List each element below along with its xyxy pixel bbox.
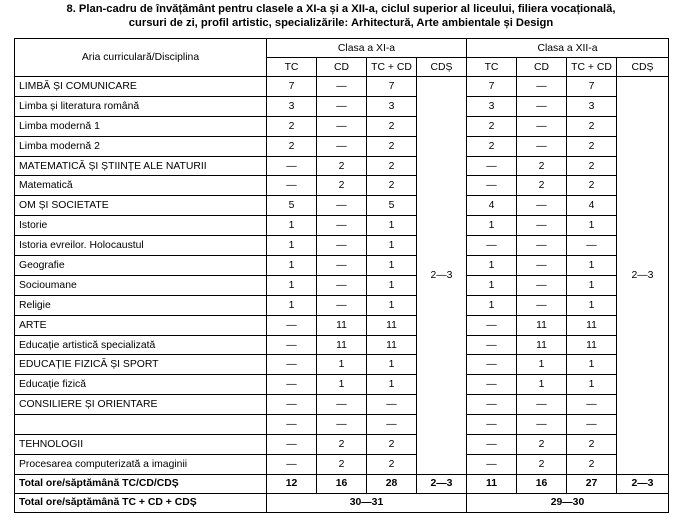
cell-cd-12: —: [517, 136, 567, 156]
table-row: [15, 256, 669, 276]
cell-cd-12: 2: [517, 435, 567, 455]
cell-tc-11: —: [267, 315, 317, 335]
cell-cd-11: —: [317, 136, 367, 156]
cell-cd-12: —: [517, 295, 567, 315]
cell-tccd-12: 1: [567, 375, 617, 395]
cell-cd-11: —: [317, 275, 367, 295]
cell-tccd-11: 2: [367, 435, 417, 455]
cell-tc-12: —: [467, 355, 517, 375]
discipline-name: [15, 415, 267, 435]
total-label: Total ore/săptămână TC/CD/CDȘ: [15, 474, 267, 493]
cell-tccd-11: 1: [367, 295, 417, 315]
cell-cd-11: 1: [317, 375, 367, 395]
cell-cd-12: —: [517, 236, 567, 256]
cell-tc-12: 2: [467, 136, 517, 156]
table-row: [15, 136, 669, 156]
cell-tccd-11: 1: [367, 216, 417, 236]
header-class-11: Clasa a XI-a: [267, 39, 467, 58]
table-row: [15, 196, 669, 216]
cell-cd-12: 11: [517, 315, 567, 335]
header-tccd-11: TC + CD: [367, 58, 417, 77]
cell-tccd-12: 1: [567, 275, 617, 295]
cell-tccd-11: 1: [367, 236, 417, 256]
table-row: [15, 156, 669, 176]
cell-tc-11: —: [267, 454, 317, 474]
discipline-name: TEHNOLOGII: [15, 435, 267, 455]
cell-cd-12: —: [517, 395, 567, 415]
cell-tc-12: 2: [467, 116, 517, 136]
total-tccd-11: 28: [367, 474, 417, 493]
cell-tc-11: —: [267, 395, 317, 415]
header-tc-12: TC: [467, 58, 517, 77]
cell-tccd-11: 1: [367, 355, 417, 375]
cell-cd-11: 11: [317, 315, 367, 335]
cell-tccd-11: 1: [367, 275, 417, 295]
cell-tccd-12: 1: [567, 216, 617, 236]
table-row: [15, 415, 669, 435]
cell-tccd-11: 11: [367, 315, 417, 335]
total-tccd-12: 27: [567, 474, 617, 493]
cell-cd-12: —: [517, 96, 567, 116]
cell-cd-11: —: [317, 236, 367, 256]
discipline-name: Religie: [15, 295, 267, 315]
cell-tccd-12: 2: [567, 156, 617, 176]
discipline-name: Limba modernă 2: [15, 136, 267, 156]
discipline-name: CONSILIERE ȘI ORIENTARE: [15, 395, 267, 415]
header-class-12: Clasa a XII-a: [467, 39, 669, 58]
cell-tc-12: 1: [467, 256, 517, 276]
cell-tccd-12: 4: [567, 196, 617, 216]
discipline-name: EDUCAȚIE FIZICĂ ȘI SPORT: [15, 355, 267, 375]
cell-tccd-12: 1: [567, 256, 617, 276]
cell-tccd-11: 1: [367, 375, 417, 395]
total-tc-11: 12: [267, 474, 317, 493]
header-tc-11: TC: [267, 58, 317, 77]
cell-tccd-12: 2: [567, 116, 617, 136]
cell-tc-11: 7: [267, 77, 317, 97]
cell-tc-11: 5: [267, 196, 317, 216]
cds-range-11: 2—3: [417, 77, 467, 475]
cell-tccd-11: 3: [367, 96, 417, 116]
header-cd-11: CD: [317, 58, 367, 77]
cell-tc-12: —: [467, 315, 517, 335]
cell-tc-12: 4: [467, 196, 517, 216]
cell-tccd-12: —: [567, 395, 617, 415]
cell-cd-11: —: [317, 395, 367, 415]
cell-tc-11: 1: [267, 275, 317, 295]
discipline-name: Socioumane: [15, 275, 267, 295]
total-cd-12: 16: [517, 474, 567, 493]
cell-tc-11: 1: [267, 295, 317, 315]
cell-cd-12: 2: [517, 176, 567, 196]
grand-total-12: 29—30: [467, 493, 669, 512]
cell-tccd-11: 2: [367, 454, 417, 474]
cell-tc-12: —: [467, 236, 517, 256]
cell-cd-12: —: [517, 415, 567, 435]
cell-tc-11: —: [267, 176, 317, 196]
discipline-name: Istoria evreilor. Holocaustul: [15, 236, 267, 256]
table-row: [15, 435, 669, 455]
discipline-name: MATEMATICĂ ȘI ȘTIINȚE ALE NATURII: [15, 156, 267, 176]
cell-cd-11: 11: [317, 335, 367, 355]
cell-tc-11: 2: [267, 136, 317, 156]
table-row: [15, 295, 669, 315]
cell-tc-12: —: [467, 335, 517, 355]
cell-tc-12: 7: [467, 77, 517, 97]
cell-cd-11: —: [317, 256, 367, 276]
table-row: [15, 275, 669, 295]
table-row: [15, 216, 669, 236]
cell-tc-12: —: [467, 395, 517, 415]
cell-cd-12: 1: [517, 375, 567, 395]
cell-tccd-12: 7: [567, 77, 617, 97]
cell-tccd-12: 3: [567, 96, 617, 116]
table-row: [15, 335, 669, 355]
total-cds-12: 2—3: [617, 474, 669, 493]
discipline-name: LIMBĂ ȘI COMUNICARE: [15, 77, 267, 97]
cell-tccd-11: 2: [367, 136, 417, 156]
cell-cd-11: —: [317, 196, 367, 216]
table-row: [15, 315, 669, 335]
cell-tccd-12: —: [567, 236, 617, 256]
cell-tc-11: —: [267, 355, 317, 375]
cell-cd-11: —: [317, 216, 367, 236]
cell-tccd-11: 1: [367, 256, 417, 276]
title-line-2: cursuri de zi, profil artistic, specializările: Arhitectură, Arte ambientale și Design: [128, 17, 554, 29]
cell-cd-11: —: [317, 415, 367, 435]
cell-tc-12: —: [467, 435, 517, 455]
cell-tc-11: —: [267, 156, 317, 176]
title-line-1: 8. Plan-cadru de învățământ pentru clasele a XI-a și a XII-a, ciclul superior al liceului, filiera vocațională,: [66, 3, 616, 15]
discipline-name: Matematică: [15, 176, 267, 196]
cell-cd-12: —: [517, 116, 567, 136]
cell-cd-11: 1: [317, 355, 367, 375]
curriculum-table: [14, 38, 669, 513]
cell-cd-12: —: [517, 77, 567, 97]
table-row: [15, 395, 669, 415]
cell-cd-12: —: [517, 275, 567, 295]
cell-tc-12: —: [467, 156, 517, 176]
total-tc-12: 11: [467, 474, 517, 493]
page-title: [0, 0, 682, 34]
cell-tccd-12: 2: [567, 454, 617, 474]
cell-tc-11: —: [267, 335, 317, 355]
cell-tc-12: —: [467, 375, 517, 395]
cell-tccd-11: 7: [367, 77, 417, 97]
table-row: [15, 96, 669, 116]
discipline-name: Geografie: [15, 256, 267, 276]
table-row: [15, 355, 669, 375]
header-cd-12: CD: [517, 58, 567, 77]
table-row: [15, 176, 669, 196]
total-cds-11: 2—3: [417, 474, 467, 493]
table-row: [15, 236, 669, 256]
table-row: [15, 375, 669, 395]
header-cds-11: CDȘ: [417, 58, 467, 77]
cell-tccd-12: 1: [567, 355, 617, 375]
cell-tc-12: 3: [467, 96, 517, 116]
cell-cd-11: —: [317, 77, 367, 97]
cell-tc-12: —: [467, 454, 517, 474]
total-cd-11: 16: [317, 474, 367, 493]
cell-tc-12: 1: [467, 216, 517, 236]
cell-tc-11: —: [267, 435, 317, 455]
cell-cd-11: 2: [317, 156, 367, 176]
discipline-name: Educație fizică: [15, 375, 267, 395]
cell-tccd-11: —: [367, 415, 417, 435]
table-row: [15, 77, 669, 97]
table-row: [15, 454, 669, 474]
cell-tccd-12: —: [567, 415, 617, 435]
cell-tccd-11: —: [367, 395, 417, 415]
cell-tc-11: 2: [267, 116, 317, 136]
cell-tccd-12: 2: [567, 435, 617, 455]
cell-tc-12: 1: [467, 275, 517, 295]
cell-cd-11: —: [317, 96, 367, 116]
discipline-name: Limba și literatura română: [15, 96, 267, 116]
cell-tc-12: —: [467, 176, 517, 196]
cell-cd-11: 2: [317, 176, 367, 196]
cell-cd-12: —: [517, 196, 567, 216]
cell-cd-12: —: [517, 256, 567, 276]
cell-cd-12: 11: [517, 335, 567, 355]
discipline-name: Procesarea computerizată a imaginii: [15, 454, 267, 474]
cell-tccd-12: 11: [567, 315, 617, 335]
cell-cd-12: —: [517, 216, 567, 236]
header-area: Aria curriculară/Disciplina: [15, 39, 267, 77]
cell-tc-11: 1: [267, 236, 317, 256]
cell-tc-12: 1: [467, 295, 517, 315]
cell-tccd-11: 2: [367, 116, 417, 136]
cell-tccd-12: 11: [567, 335, 617, 355]
cell-cd-12: 2: [517, 454, 567, 474]
cell-tc-11: —: [267, 375, 317, 395]
grand-total-label: Total ore/săptămână TC + CD + CDȘ: [15, 493, 267, 512]
cell-cd-11: 2: [317, 454, 367, 474]
discipline-name: Limba modernă 1: [15, 116, 267, 136]
header-tccd-12: TC + CD: [567, 58, 617, 77]
cds-range-12: 2—3: [617, 77, 669, 475]
cell-tccd-11: 11: [367, 335, 417, 355]
discipline-name: Istorie: [15, 216, 267, 236]
cell-tc-12: —: [467, 415, 517, 435]
cell-cd-11: 2: [317, 435, 367, 455]
cell-tccd-11: 2: [367, 176, 417, 196]
header-cds-12: CDȘ: [617, 58, 669, 77]
cell-tc-11: 3: [267, 96, 317, 116]
cell-tc-11: 1: [267, 256, 317, 276]
cell-cd-12: 2: [517, 156, 567, 176]
cell-tccd-11: 5: [367, 196, 417, 216]
discipline-name: Educație artistică specializată: [15, 335, 267, 355]
cell-tccd-12: 1: [567, 295, 617, 315]
cell-tccd-12: 2: [567, 176, 617, 196]
discipline-name: ARTE: [15, 315, 267, 335]
discipline-name: OM ȘI SOCIETATE: [15, 196, 267, 216]
cell-tccd-11: 2: [367, 156, 417, 176]
total-row: [15, 474, 669, 493]
cell-cd-11: —: [317, 116, 367, 136]
grand-total-11: 30—31: [267, 493, 467, 512]
cell-cd-11: —: [317, 295, 367, 315]
cell-tc-11: 1: [267, 216, 317, 236]
cell-tccd-12: 2: [567, 136, 617, 156]
table-row: [15, 116, 669, 136]
cell-cd-12: 1: [517, 355, 567, 375]
grand-total-row: [15, 493, 669, 512]
cell-tc-11: —: [267, 415, 317, 435]
